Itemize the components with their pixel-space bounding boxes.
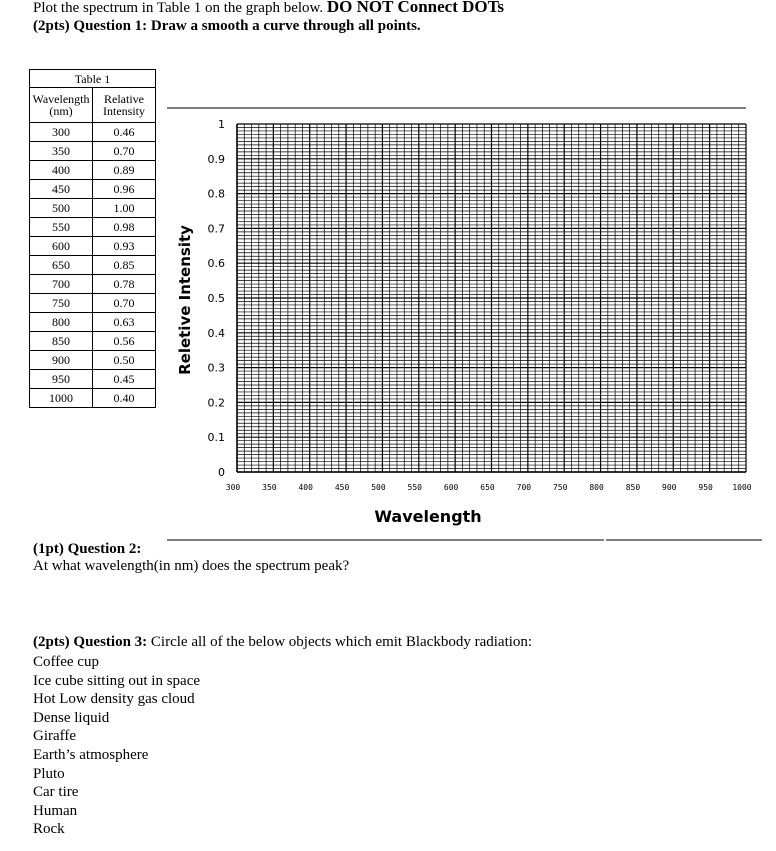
table-header-wavelength: Wavelength (nm) bbox=[30, 88, 93, 123]
y-tick-label: 0.3 bbox=[207, 361, 225, 375]
cell-wavelength: 600 bbox=[30, 237, 93, 256]
answer-option[interactable]: Ice cube sitting out in space bbox=[33, 672, 201, 689]
y-tick-label: 0.6 bbox=[207, 257, 225, 271]
instructions-emphasis: DO NOT Connect DOTs bbox=[326, 0, 505, 16]
cell-intensity: 0.85 bbox=[93, 256, 156, 275]
x-tick-label: 300 bbox=[225, 483, 241, 492]
answer-option[interactable]: Dense liquid bbox=[33, 709, 110, 726]
x-tick-label: 550 bbox=[407, 483, 423, 492]
cell-intensity: 1.00 bbox=[93, 199, 156, 218]
cell-intensity: 0.50 bbox=[93, 351, 156, 370]
x-tick-label: 400 bbox=[298, 483, 313, 492]
question-3-prompt: Circle all of the below objects which emit Blackbody radiation: bbox=[150, 634, 533, 650]
answer-option[interactable]: Rock bbox=[33, 821, 65, 838]
y-tick-label: 0.9 bbox=[207, 152, 225, 166]
x-tick-label: 700 bbox=[516, 483, 532, 492]
x-tick-label: 900 bbox=[662, 483, 677, 492]
x-axis-label: Wavelength bbox=[374, 507, 482, 526]
x-tick-label: 450 bbox=[334, 483, 350, 492]
answer-option[interactable]: Hot Low density gas cloud bbox=[33, 691, 195, 708]
cell-intensity: 0.56 bbox=[93, 332, 156, 351]
cell-wavelength: 450 bbox=[30, 180, 93, 199]
x-tick-label: 850 bbox=[625, 483, 641, 492]
cell-wavelength: 900 bbox=[30, 351, 93, 370]
answer-option[interactable]: Giraffe bbox=[33, 728, 77, 745]
cell-wavelength: 700 bbox=[30, 275, 93, 294]
cell-wavelength: 300 bbox=[30, 123, 93, 142]
answer-option[interactable]: Earth’s atmosphere bbox=[33, 746, 149, 763]
x-tick-label: 750 bbox=[552, 483, 568, 492]
x-tick-label: 600 bbox=[443, 483, 459, 492]
cell-intensity: 0.89 bbox=[93, 161, 156, 180]
table-header-intensity: Relative Intensity bbox=[93, 88, 156, 123]
y-tick-label: 0.7 bbox=[207, 222, 225, 236]
y-tick-label: 0.8 bbox=[207, 187, 225, 201]
x-tick-label: 1000 bbox=[732, 483, 752, 492]
cell-intensity: 0.96 bbox=[93, 180, 156, 199]
question-3 bbox=[33, 634, 532, 651]
answer-option[interactable]: Human bbox=[33, 802, 78, 819]
cell-intensity: 0.78 bbox=[93, 275, 156, 294]
answer-option[interactable]: Car tire bbox=[33, 784, 79, 801]
cell-intensity: 0.63 bbox=[93, 313, 156, 332]
y-tick-label: 0.1 bbox=[207, 431, 225, 445]
cell-intensity: 0.93 bbox=[93, 237, 156, 256]
table-caption: Table 1 bbox=[30, 70, 156, 88]
y-tick-label: 0.5 bbox=[207, 292, 225, 305]
answer-option[interactable]: Pluto bbox=[33, 765, 65, 782]
x-tick-label: 650 bbox=[480, 483, 495, 492]
cell-intensity: 0.45 bbox=[93, 370, 156, 389]
cell-wavelength: 800 bbox=[30, 313, 93, 332]
y-axis-label: Reletive Intensity bbox=[176, 225, 194, 375]
x-tick-label: 350 bbox=[262, 483, 277, 492]
instructions-text: Plot the spectrum in Table 1 on the graph below. bbox=[33, 0, 324, 16]
cell-wavelength: 850 bbox=[30, 332, 93, 351]
cell-wavelength: 750 bbox=[30, 294, 93, 313]
cell-intensity: 0.70 bbox=[93, 142, 156, 161]
y-tick-label: 1 bbox=[218, 118, 225, 131]
cell-wavelength: 550 bbox=[30, 218, 93, 237]
cell-wavelength: 1000 bbox=[30, 389, 93, 408]
cell-wavelength: 500 bbox=[30, 199, 93, 218]
y-tick-label: 0.4 bbox=[207, 326, 225, 340]
cell-wavelength: 650 bbox=[30, 256, 93, 275]
cell-wavelength: 950 bbox=[30, 370, 93, 389]
y-tick-label: 0.2 bbox=[207, 396, 225, 410]
x-tick-label: 950 bbox=[698, 483, 713, 492]
question-2 bbox=[33, 541, 349, 575]
y-tick-label: 0 bbox=[218, 466, 225, 479]
x-tick-label: 500 bbox=[371, 483, 386, 492]
x-tick-labels bbox=[226, 483, 752, 492]
answer-options bbox=[33, 654, 200, 840]
chart-grid bbox=[237, 124, 746, 472]
answer-option[interactable]: Coffee cup bbox=[33, 654, 99, 670]
cell-wavelength: 400 bbox=[30, 161, 93, 180]
y-tick-labels bbox=[208, 118, 226, 479]
cell-wavelength: 350 bbox=[30, 142, 93, 161]
cell-intensity: 0.46 bbox=[93, 123, 156, 142]
question-3-title: (2pts) Question 3: bbox=[33, 634, 148, 650]
cell-intensity: 0.70 bbox=[93, 294, 156, 313]
x-tick-label: 800 bbox=[589, 483, 604, 492]
question-2-title: (1pt) Question 2: bbox=[33, 541, 142, 557]
cell-intensity: 0.40 bbox=[93, 389, 156, 408]
cell-intensity: 0.98 bbox=[93, 218, 156, 237]
question-2-prompt: At what wavelength(in nm) does the spectrum peak? bbox=[33, 558, 350, 574]
question-1: (2pts) Question 1: Draw a smooth a curve through all points. bbox=[33, 18, 421, 34]
